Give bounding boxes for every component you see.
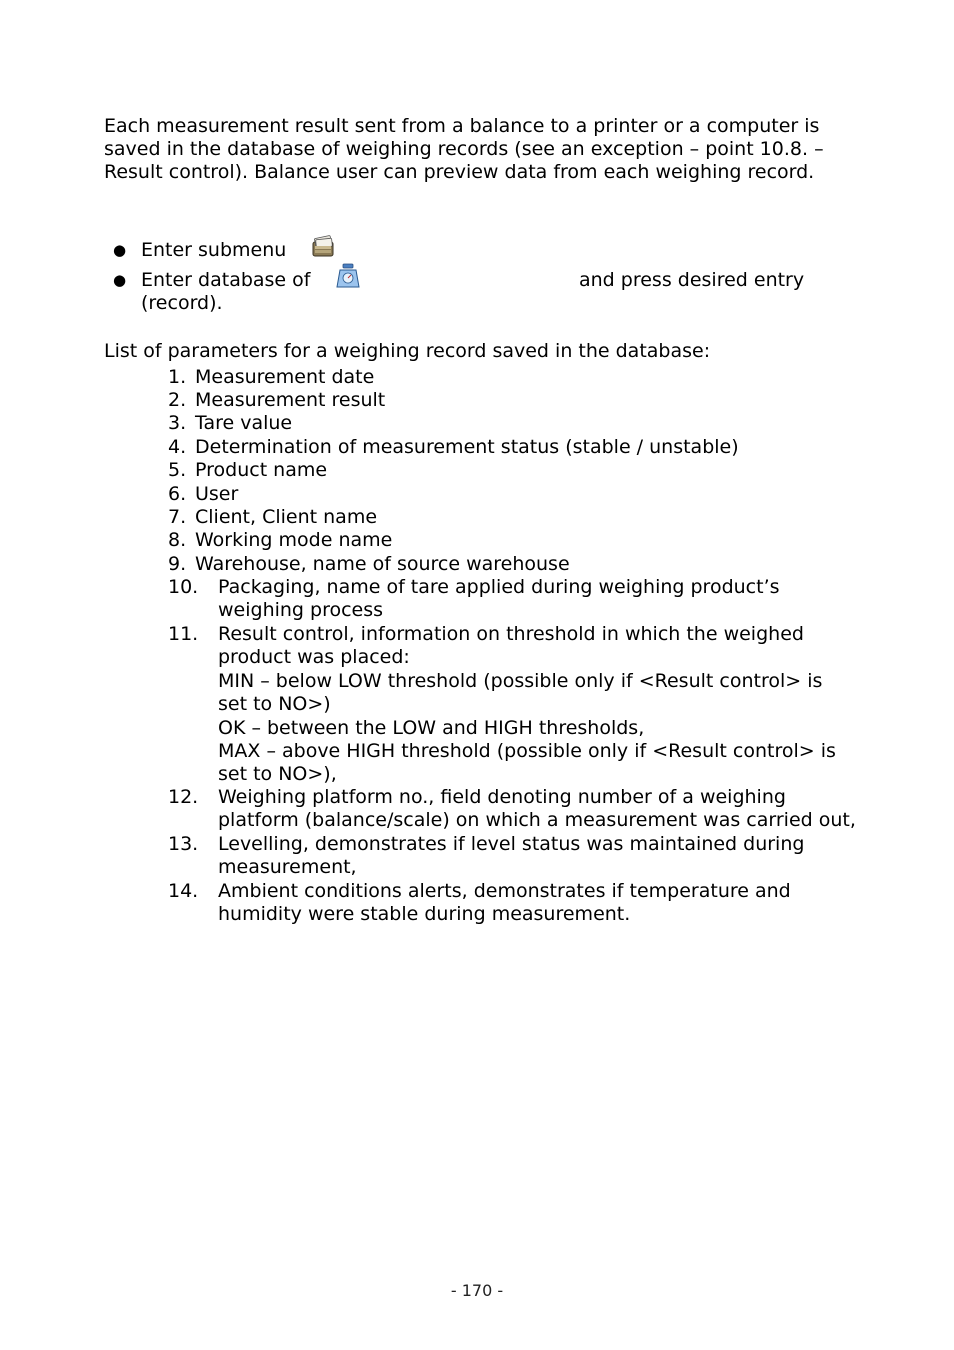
item-number: 5. [168, 459, 187, 481]
bullet-text-continuation: (record). [141, 292, 223, 314]
item-text: Ambient conditions alerts, demonstrates if temperature and [218, 880, 791, 902]
list-item [168, 412, 292, 435]
bullet-text-trailing: and press desired entry [579, 269, 805, 291]
list-item [168, 623, 836, 787]
list-item [168, 366, 374, 389]
item-number: 13. [168, 833, 199, 855]
bullet-dot: ● [113, 271, 127, 289]
list-item [168, 389, 385, 412]
list-item [168, 833, 804, 880]
item-number: 2. [168, 389, 187, 411]
item-text: platform (balance/scale) on which a measurement was carried out, [218, 809, 856, 832]
list-item [168, 576, 780, 623]
list-title: List of parameters for a weighing record saved in the database: [104, 340, 711, 362]
item-text: Measurement date [195, 366, 375, 388]
list-item [168, 436, 739, 459]
item-text: Client, Client name [195, 506, 378, 528]
item-text: Weighing platform no., field denoting number of a weighing [218, 786, 786, 808]
list-item [168, 459, 327, 482]
item-text: Result control, information on threshold in which the weighed [218, 623, 804, 645]
item-text: Measurement result [195, 389, 386, 411]
item-text: Levelling, demonstrates if level status was maintained during [218, 833, 805, 855]
list-item [168, 880, 791, 927]
item-number: 7. [168, 506, 187, 528]
bullet-text: Enter database of [141, 269, 311, 291]
item-number: 12. [168, 786, 199, 808]
item-text: set to NO>), [218, 763, 337, 786]
item-text: Packaging, name of tare applied during weighing product’s [218, 576, 780, 598]
item-number: 10. [168, 576, 199, 598]
intro-line: Result control). Balance user can preview data from each weighing record. [104, 161, 815, 183]
list-item [168, 786, 856, 833]
item-text: measurement, [218, 856, 357, 879]
item-text: Working mode name [195, 529, 393, 551]
list-item [168, 483, 238, 506]
item-number: 3. [168, 412, 187, 434]
item-text: humidity were stable during measurement. [218, 903, 631, 926]
item-text: Warehouse, name of source warehouse [195, 553, 570, 575]
database-submenu-icon[interactable] [309, 232, 337, 260]
item-number: 9. [168, 553, 187, 575]
intro-line: saved in the database of weighing records (see an exception – point 10.8. – [104, 138, 824, 160]
list-item [168, 506, 377, 529]
item-text: set to NO>) [218, 693, 331, 716]
item-text: Product name [195, 459, 328, 481]
weighing-scale-icon[interactable] [334, 262, 362, 290]
item-number: 11. [168, 623, 199, 645]
item-number: 4. [168, 436, 187, 458]
item-text: Determination of measurement status (stable / unstable) [195, 436, 739, 458]
bullet-text: Enter submenu [141, 239, 287, 261]
item-number: 14. [168, 880, 199, 902]
intro-paragraph [104, 115, 864, 184]
intro-line: Each measurement result sent from a balance to a printer or a computer is [104, 115, 820, 137]
item-text: OK – between the LOW and HIGH thresholds, [218, 716, 645, 739]
item-text: MAX – above HIGH threshold (possible only if <Result control> is [218, 740, 836, 763]
item-number: 1. [168, 366, 187, 388]
list-item [168, 529, 392, 552]
item-text: weighing process [218, 599, 384, 622]
item-number: 8. [168, 529, 187, 551]
item-number: 6. [168, 483, 187, 505]
item-text: Tare value [195, 412, 293, 434]
bullet-dot: ● [113, 241, 127, 259]
page-number: - 170 - [450, 1281, 504, 1300]
list-item [168, 553, 570, 576]
item-text: product was placed: [218, 646, 410, 669]
item-text: User [195, 483, 239, 505]
item-text: MIN – below LOW threshold (possible only if <Result control> is [218, 669, 823, 692]
